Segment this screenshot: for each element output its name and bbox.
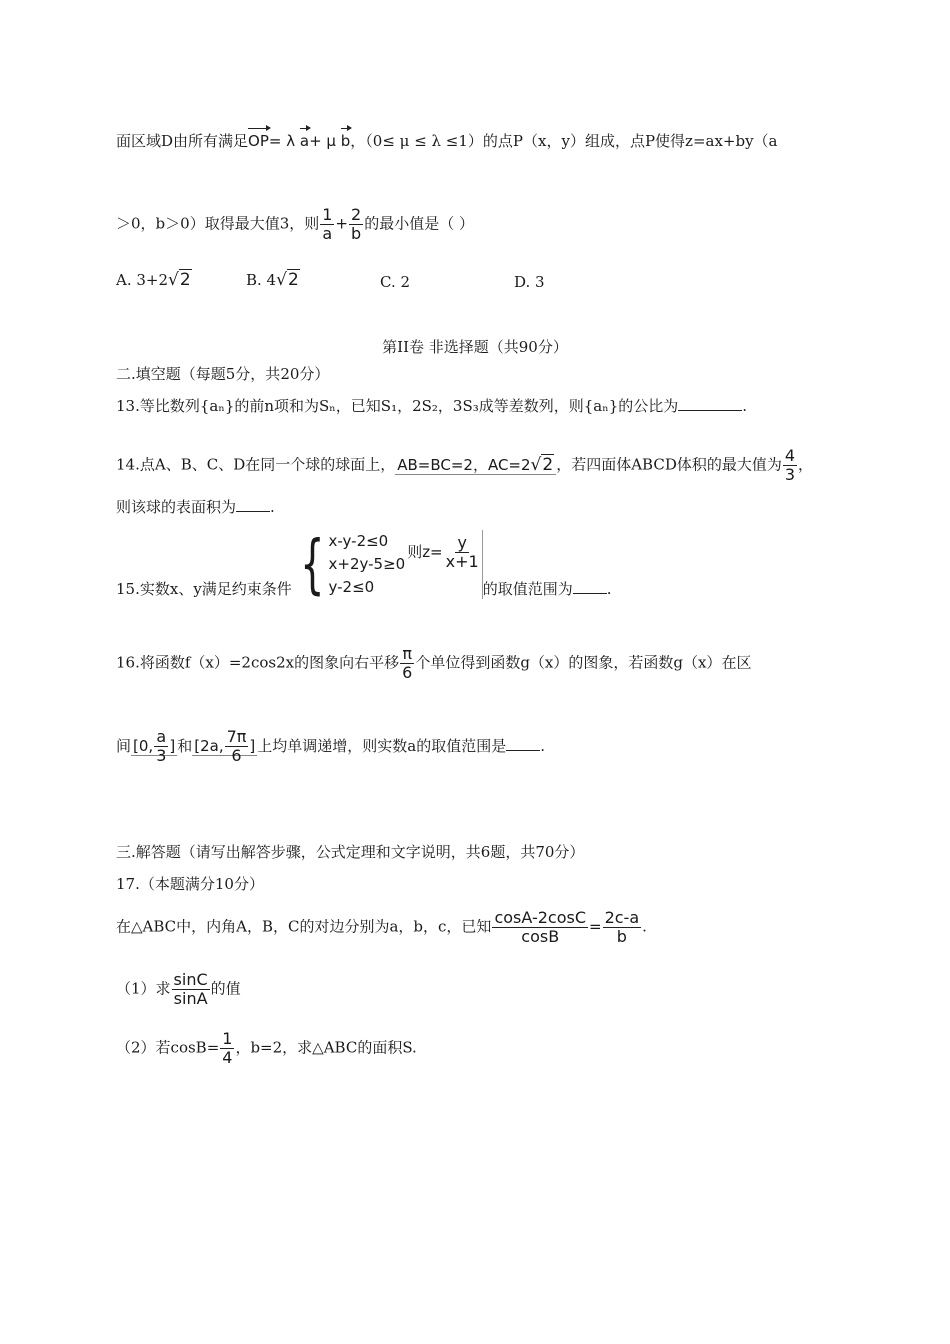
- section-2-title: 第II卷 非选择题（共90分）: [382, 338, 568, 356]
- answer-blank: [678, 396, 742, 411]
- q17-part1: （1）求 $\frac{\sin C}{\sin A}$ 的值: [116, 970, 241, 1008]
- q12-line2-b: 的最小值是（ ）: [364, 214, 474, 233]
- vector-a: a: [299, 132, 310, 150]
- plus-sign: +: [335, 214, 348, 233]
- vector-b: b: [340, 132, 351, 150]
- solve-header: 三.解答题（请写出解答步骤，公式定理和文字说明，共6题，共70分）: [116, 843, 585, 861]
- fraction-sinc-over-sina: $\frac{\sin C}{\sin A}$: [173, 970, 208, 1008]
- q12-option-c: C. 2: [380, 273, 411, 291]
- q12-plus-mu: + μ: [309, 132, 336, 150]
- answer-blank: [506, 736, 540, 751]
- q12-text-a: 面区域D由所有满足: [116, 132, 249, 150]
- q14-math: AB=BC=2，AC=2√2: [395, 456, 556, 475]
- question-17: 在△ABC中，内角A，B，C的对边分别为a，b，c，已知 $\frac{\cos A-2\cos C}{\cos B}$ = $\frac{2c-a}{b}$ .: [116, 908, 647, 946]
- fraction-1-over-4: $\frac{1}{4}$: [222, 1029, 233, 1067]
- q17-title: 17.（本题满分10分）: [116, 875, 264, 893]
- question-14: 14.点A、B、C、D在同一个球的球面上， AB=BC=2，AC=2√2 ，若四面体ABCD体积的最大值为 $\frac{4}{3}$ ，: [116, 446, 814, 484]
- q12-line2-a: ＞0，b＞0）取得最大值3，则: [116, 214, 320, 233]
- q12-option-a: A. 3+2√2: [116, 270, 191, 290]
- q12-option-b: B. 4√2: [246, 270, 299, 290]
- q12-text-b: ，（0≤ μ ≤ λ ≤1）的点P（x，y）组成，点P使得z=ax+by（a: [350, 132, 778, 150]
- q12-line2: [116, 206, 474, 243]
- fraction-cos-expression: $\frac{\cos A-2\cos C}{\cos B}$: [494, 908, 586, 946]
- fraction-4-over-3: $\frac{4}{3}$: [784, 446, 796, 484]
- question-15: 15.实数x、y满足约束条件 { x-y-2≤0 x+2y-5≥0 y-2≤0 则z= $\frac{y}{x+1}$ 的取值范围为 .: [116, 527, 612, 602]
- fraction-y-over-x-plus-1: $\frac{y}{x+1}$: [445, 533, 479, 571]
- question-16-line2: 间 [0, $\frac{a}{3}$ ] 和 [2a, $\frac{7\pi}{6}$ ] 上均单调递增，则实数a的取值范围是 .: [116, 727, 546, 765]
- question-13: 13.等比数列{aₙ}的前n项和为Sₙ，已知S₁，2S₂，3S₃成等差数列，则{aₙ}的公比为 .: [116, 397, 748, 415]
- constraint-system: { x-y-2≤0 x+2y-5≥0 y-2≤0 则z= $\frac{y}{x+1}$: [292, 530, 483, 599]
- left-brace-icon: {: [299, 527, 325, 602]
- fraction-1-over-a: $\frac{1}{a}$: [322, 205, 333, 243]
- answer-blank: [573, 579, 607, 594]
- q12-line1: [116, 131, 778, 151]
- fraction-pi-over-6: $\frac{\pi}{6}$: [402, 644, 413, 682]
- fraction-2-over-b: $\frac{2}{b}$: [351, 205, 362, 243]
- fill-blank-header: 二.填空题（每题5分，共20分）: [116, 365, 330, 383]
- answer-blank: [236, 497, 270, 512]
- question-14-line2: 则该球的表面积为 .: [116, 498, 275, 516]
- fraction-2c-minus-a-over-b: $\frac{2c-a}{b}$: [604, 908, 640, 946]
- q17-part2: （2）若cosB= $\frac{1}{4}$ ，b=2，求△ABC的面积S.: [116, 1029, 417, 1067]
- interval-1: [0, $\frac{a}{3}$ ]: [133, 727, 176, 765]
- sqrt-symbol: √2: [276, 270, 299, 290]
- sqrt-symbol: √2: [168, 270, 191, 290]
- q12-option-d: D. 3: [514, 273, 545, 291]
- vector-op: OP: [248, 132, 269, 150]
- q12-eq: = λ: [268, 132, 296, 150]
- interval-2: [2a, $\frac{7\pi}{6}$ ]: [194, 727, 256, 765]
- question-16: 16.将函数f（x）=2cos2x的图象向右平移 $\frac{\pi}{6}$ 个单位得到函数g（x）的图象，若函数g（x）在区: [116, 644, 752, 682]
